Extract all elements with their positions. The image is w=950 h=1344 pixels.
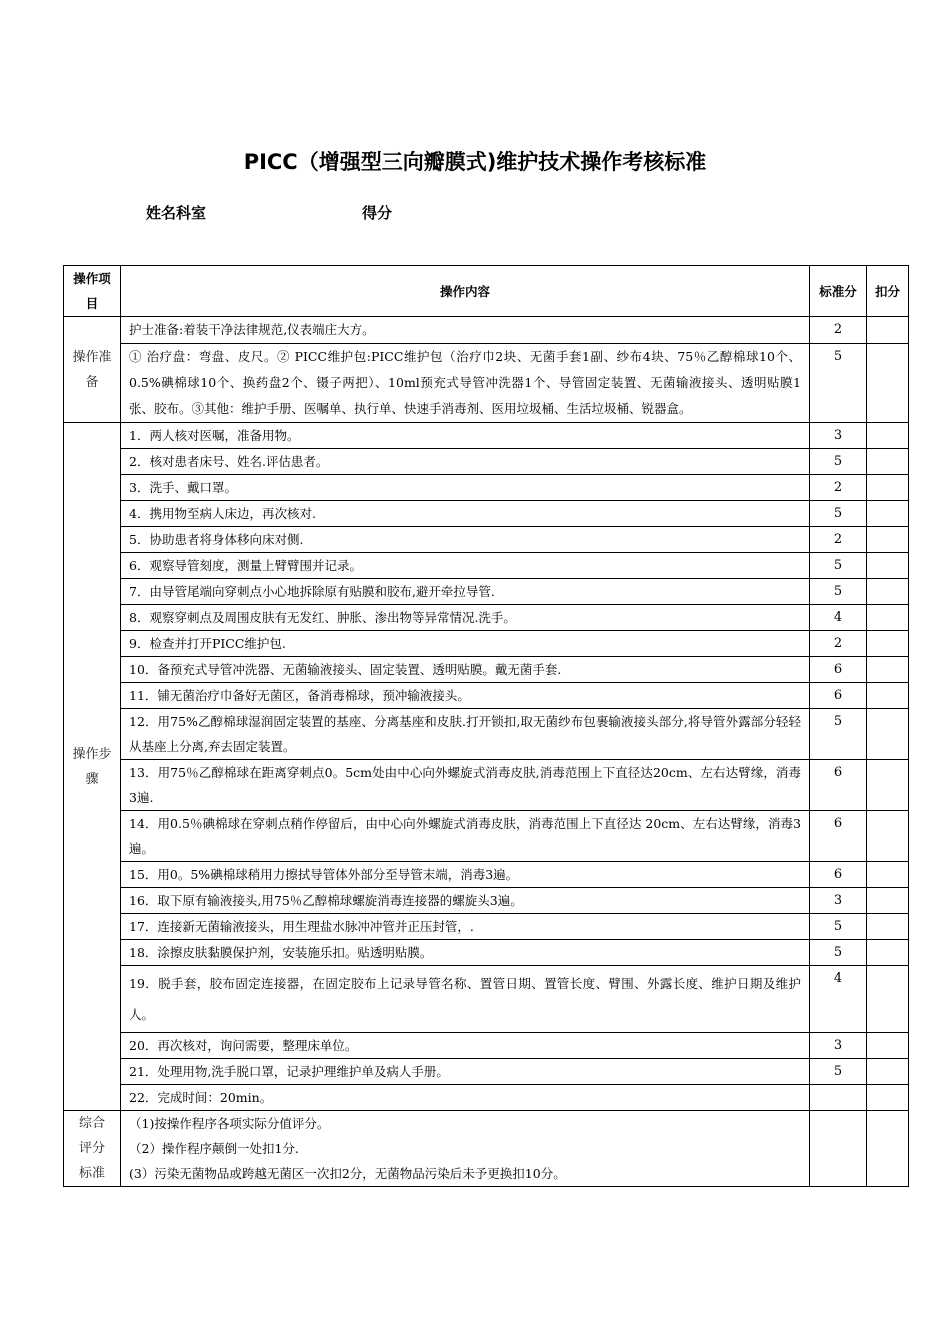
row-content: 13．用75％乙醇棉球在距离穿刺点0。5cm处由中心向外螺旋式消毒皮肤,消毒范围上下直径达20cm、左右达臂缘，消毒3遍. <box>121 760 810 811</box>
row-score <box>810 1085 867 1111</box>
table-row <box>64 527 909 553</box>
table-row <box>64 631 909 657</box>
row-score: 4 <box>810 966 867 1033</box>
table-row <box>64 683 909 709</box>
table-row <box>64 553 909 579</box>
row-score: 5 <box>810 914 867 940</box>
row-content: 16．取下原有输液接头,用75％乙醇棉球螺旋消毒连接器的螺旋头3遍。 <box>121 888 810 914</box>
row-content: 9．检查并打开PICC维护包. <box>121 631 810 657</box>
eval-line: (3）污染无菌物品或跨越无菌区一次扣2分，无菌物品污染后未予更换扣10分。 <box>129 1166 566 1181</box>
row-score: 4 <box>810 605 867 631</box>
table-row <box>64 862 909 888</box>
row-content: ① 治疗盘：弯盘、皮尺。② PICC维护包:PICC维护包（治疗巾2块、无菌手套1副、纱布4块、75％乙醇棉球10个、0.5%碘棉球10个、换药盘2个、镊子两把）、10ml预充式导管冲洗器1个、导管固定装置、无菌输液接头、透明贴膜1张、胶布。③其他：维护手册、医嘱单、执行单、快速手消毒剂、医用垃圾桶、生活垃圾桶、锐器盒。 <box>121 344 810 423</box>
table-row <box>64 811 909 862</box>
row-score: 3 <box>810 423 867 449</box>
row-deduct <box>867 1111 909 1187</box>
row-content: 护士准备:着装干净法律规范,仪表端庄大方。 <box>121 317 810 344</box>
table-row <box>64 1033 909 1059</box>
row-content: 15．用0。5%碘棉球稍用力擦拭导管体外部分至导管末端，消毒3遍。 <box>121 862 810 888</box>
row-score: 5 <box>810 501 867 527</box>
table-row <box>64 579 909 605</box>
row-score: 6 <box>810 683 867 709</box>
row-deduct <box>867 709 909 760</box>
row-score: 2 <box>810 527 867 553</box>
table-row <box>64 760 909 811</box>
row-score: 6 <box>810 760 867 811</box>
table-row <box>64 605 909 631</box>
table-row <box>64 1111 909 1187</box>
category-prep: 操作准备 <box>64 317 121 423</box>
row-score: 5 <box>810 344 867 423</box>
row-deduct <box>867 344 909 423</box>
row-deduct <box>867 631 909 657</box>
row-score <box>810 1111 867 1187</box>
row-deduct <box>867 317 909 344</box>
row-deduct <box>867 966 909 1033</box>
row-content: 1．两人核对医嘱，准备用物。 <box>121 423 810 449</box>
row-deduct <box>867 449 909 475</box>
row-score: 2 <box>810 631 867 657</box>
row-content: 20．再次核对，询问需要，整理床单位。 <box>121 1033 810 1059</box>
row-deduct <box>867 1033 909 1059</box>
row-deduct <box>867 914 909 940</box>
row-content: 2．核对患者床号、姓名.评估患者。 <box>121 449 810 475</box>
eval-line: （1)按操作程序各项实际分值评分。 <box>129 1116 330 1131</box>
row-content: 19．脱手套，胶布固定连接器，在固定胶布上记录导管名称、置管日期、置管长度、臂围、外露长度、维护日期及维护人。 <box>121 966 810 1033</box>
row-score: 5 <box>810 940 867 966</box>
row-content: 18．涂擦皮肤黏膜保护剂，安装施乐扣。贴透明贴膜。 <box>121 940 810 966</box>
table-row <box>64 657 909 683</box>
table-row <box>64 423 909 449</box>
score-label: 得分 <box>362 204 393 222</box>
table-row <box>64 501 909 527</box>
row-deduct <box>867 1059 909 1085</box>
row-score: 2 <box>810 317 867 344</box>
row-score: 5 <box>810 579 867 605</box>
row-score: 5 <box>810 553 867 579</box>
row-content: 12．用75%乙醇棉球湿润固定装置的基座、分离基座和皮肤.打开锁扣,取无菌纱布包裹输液接头部分,将导管外露部分轻轻从基座上分离,弃去固定装置。 <box>121 709 810 760</box>
table-row <box>64 344 909 423</box>
row-content: 17．连接新无菌输液接头，用生理盐水脉冲冲管并正压封管，. <box>121 914 810 940</box>
category-eval: 综合评分标准 <box>64 1111 121 1187</box>
table-row <box>64 709 909 760</box>
row-score: 3 <box>810 1033 867 1059</box>
row-content: 6．观察导管刻度，测量上臂臂围并记录。 <box>121 553 810 579</box>
row-content: 21．处理用物,洗手脱口罩，记录护理维护单及病人手册。 <box>121 1059 810 1085</box>
row-score: 2 <box>810 475 867 501</box>
category-steps: 操作步骤 <box>64 423 121 1111</box>
table-row <box>64 888 909 914</box>
eval-content <box>121 1111 810 1187</box>
table-row <box>64 914 909 940</box>
row-content: 14．用0.5％碘棉球在穿刺点稍作停留后，由中心向外螺旋式消毒皮肤，消毒范围上下直径达 20cm、左右达臂缘，消毒3遍。 <box>121 811 810 862</box>
row-deduct <box>867 423 909 449</box>
row-deduct <box>867 579 909 605</box>
row-score: 3 <box>810 888 867 914</box>
table-row <box>64 1085 909 1111</box>
row-deduct <box>867 760 909 811</box>
row-deduct <box>867 888 909 914</box>
table-row <box>64 940 909 966</box>
row-content: 11．铺无菌治疗巾备好无菌区，备消毒棉球，预冲输液接头。 <box>121 683 810 709</box>
row-deduct <box>867 475 909 501</box>
row-deduct <box>867 1085 909 1111</box>
row-content: 5．协助患者将身体移向床对侧. <box>121 527 810 553</box>
info-line <box>146 202 393 223</box>
row-content: 7．由导管尾端向穿刺点小心地拆除原有贴膜和胶布,避开牵拉导管. <box>121 579 810 605</box>
page-title: PICC（增强型三向瓣膜式)维护技术操作考核标准 <box>243 150 707 174</box>
row-content: 22．完成时间：20min。 <box>121 1085 810 1111</box>
row-deduct <box>867 862 909 888</box>
row-score: 5 <box>810 1059 867 1085</box>
header-std: 标准分 <box>810 266 867 317</box>
name-dept-label: 姓名科室 <box>146 204 207 222</box>
row-content: 10．备预充式导管冲洗器、无菌输液接头、固定装置、透明贴膜。戴无菌手套. <box>121 657 810 683</box>
table-row <box>64 475 909 501</box>
row-deduct <box>867 811 909 862</box>
table-row <box>64 449 909 475</box>
row-deduct <box>867 527 909 553</box>
table-row <box>64 966 909 1033</box>
row-score: 6 <box>810 862 867 888</box>
row-deduct <box>867 657 909 683</box>
header-item: 操作项目 <box>64 266 121 317</box>
row-deduct <box>867 553 909 579</box>
row-score: 5 <box>810 449 867 475</box>
header-content: 操作内容 <box>121 266 810 317</box>
table-row <box>64 1059 909 1085</box>
row-deduct <box>867 605 909 631</box>
row-content: 4．携用物至病人床边，再次核对. <box>121 501 810 527</box>
row-score: 6 <box>810 657 867 683</box>
header-deduct: 扣分 <box>867 266 909 317</box>
row-deduct <box>867 940 909 966</box>
row-score: 5 <box>810 709 867 760</box>
eval-line: （2）操作程序颠倒一处扣1分. <box>129 1141 299 1156</box>
row-score: 6 <box>810 811 867 862</box>
row-content: 3．洗手、戴口罩。 <box>121 475 810 501</box>
table-row <box>64 317 909 344</box>
row-deduct <box>867 683 909 709</box>
row-content: 8．观察穿刺点及周围皮肤有无发红、肿胀、渗出物等异常情况.洗手。 <box>121 605 810 631</box>
row-deduct <box>867 501 909 527</box>
assessment-table <box>63 265 909 1187</box>
